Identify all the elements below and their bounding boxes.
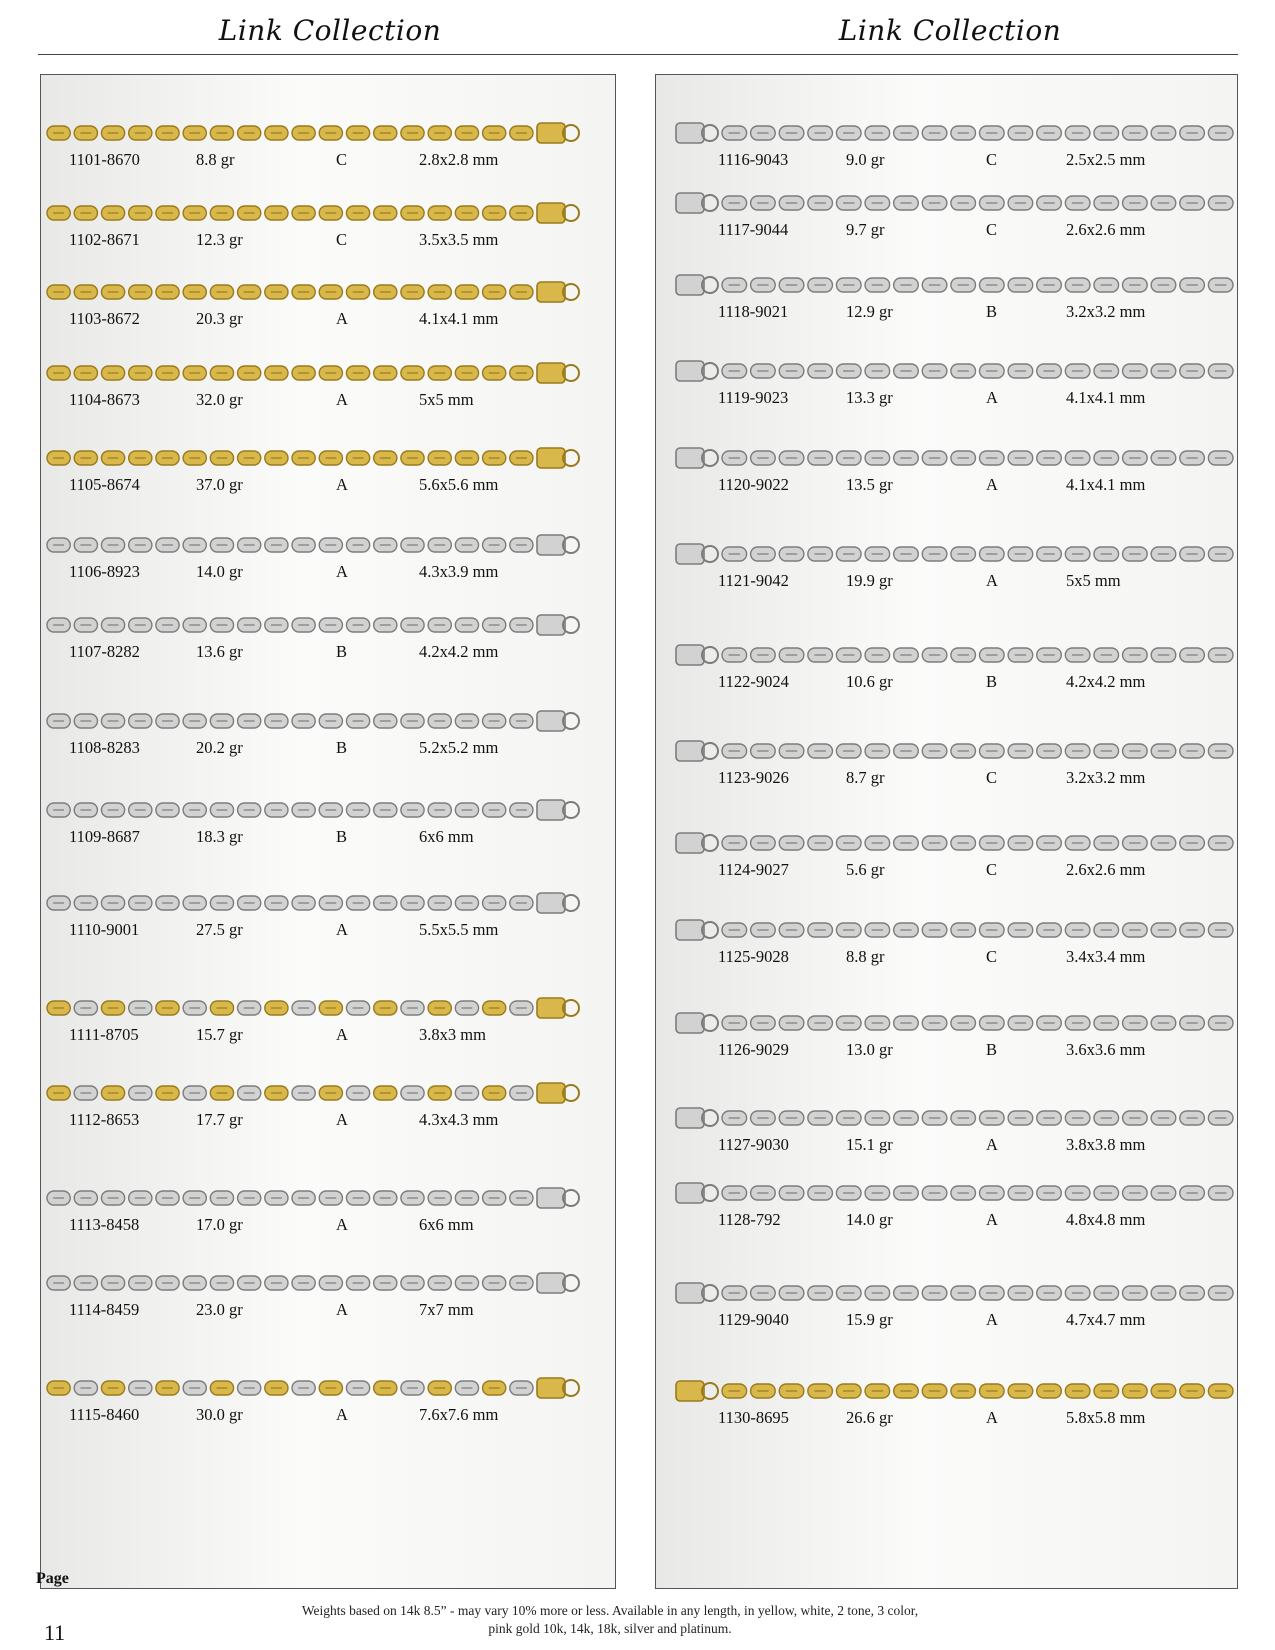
item-details [41,1215,615,1237]
chain-image [41,1375,581,1401]
item-size: 4.1x4.1 mm [1066,475,1146,494]
page-number: 11 [44,1620,66,1645]
item-weight: 13.0 gr [846,1040,893,1059]
chain-item [656,917,1237,987]
clasp [537,1273,565,1293]
item-weight: 13.3 gr [846,388,893,407]
item-size: 3.6x3.6 mm [1066,1040,1146,1059]
chain-item [41,279,615,349]
item-details [656,302,1237,324]
clasp [676,544,704,564]
item-details [41,1405,615,1427]
item-details [656,150,1237,172]
item-grade: A [336,1025,348,1044]
left-page-title: Link Collection [218,14,442,47]
chain-image [41,1080,581,1106]
chain-image [674,358,1238,384]
item-sku: 1130-8695 [718,1408,789,1427]
item-sku: 1114-8459 [69,1300,140,1319]
item-grade: A [336,475,348,494]
chain-image [674,1378,1238,1404]
item-weight: 20.2 gr [196,738,243,757]
chain-item [656,1180,1237,1250]
chain-drawing [41,445,581,471]
chain-drawing [674,190,1238,216]
chain-item [41,797,615,867]
chain-drawing [674,1105,1238,1131]
item-size: 4.1x4.1 mm [1066,388,1146,407]
item-details [41,827,615,849]
chain-item [41,120,615,190]
header-divider [38,54,1238,55]
item-grade: A [336,1215,348,1234]
item-weight: 15.9 gr [846,1310,893,1329]
item-details [41,230,615,252]
item-grade: A [336,309,348,328]
item-size: 3.8x3 mm [419,1025,486,1044]
chain-drawing [41,1270,581,1296]
clasp [537,711,565,731]
chain-image [41,532,581,558]
item-weight: 8.8 gr [196,150,235,169]
item-grade: B [336,642,348,661]
item-details [656,1210,1237,1232]
chain-item [656,642,1237,712]
item-grade: A [336,1300,348,1319]
item-details [41,150,615,172]
chain-drawing [674,830,1238,856]
item-weight: 14.0 gr [846,1210,893,1229]
item-sku: 1106-8923 [69,562,140,581]
clasp [537,1188,565,1208]
footer-note-line-2: pink gold 10k, 14k, 18k, silver and platinum. [488,1621,732,1636]
item-size: 4.2x4.2 mm [419,642,499,661]
item-sku: 1129-9040 [718,1310,789,1329]
right-page-title: Link Collection [838,14,1062,47]
chain-item [41,612,615,682]
item-sku: 1118-9021 [718,302,789,321]
chain-drawing [41,360,581,386]
chain-drawing [41,612,581,638]
item-sku: 1101-8670 [69,150,140,169]
chain-image [41,360,581,386]
item-grade: A [336,562,348,581]
chain-image [41,1185,581,1211]
clasp [537,203,565,223]
item-weight: 9.7 gr [846,220,885,239]
item-details [656,1040,1237,1062]
clasp [537,615,565,635]
item-grade: A [986,1408,998,1427]
item-size: 4.2x4.2 mm [1066,672,1146,691]
item-sku: 1124-9027 [718,860,789,879]
chain-image [41,1270,581,1296]
item-sku: 1122-9024 [718,672,789,691]
item-sku: 1120-9022 [718,475,789,494]
item-size: 2.8x2.8 mm [419,150,499,169]
chain-drawing [674,1010,1238,1036]
chain-item [656,1378,1237,1448]
chain-drawing [41,532,581,558]
item-grade: A [336,920,348,939]
item-details [41,1025,615,1047]
item-sku: 1111-8705 [69,1025,139,1044]
item-grade: C [336,230,348,249]
chain-image [674,1010,1238,1036]
footer-note [200,1602,1020,1638]
item-weight: 20.3 gr [196,309,243,328]
item-grade: C [986,860,998,879]
chain-image [674,272,1238,298]
item-details [41,1110,615,1132]
item-weight: 12.9 gr [846,302,893,321]
chain-image [674,541,1238,567]
clasp [537,363,565,383]
item-sku: 1107-8282 [69,642,140,661]
item-details [656,860,1237,882]
item-weight: 10.6 gr [846,672,893,691]
item-size: 3.8x3.8 mm [1066,1135,1146,1154]
chain-item [656,445,1237,515]
chain-drawing [41,890,581,916]
item-size: 3.5x3.5 mm [419,230,499,249]
chain-item [656,541,1237,611]
chain-image [41,797,581,823]
item-sku: 1123-9026 [718,768,789,787]
item-size: 4.8x4.8 mm [1066,1210,1146,1229]
item-size: 2.6x2.6 mm [1066,860,1146,879]
item-size: 3.4x3.4 mm [1066,947,1146,966]
item-grade: B [986,672,998,691]
chain-item [41,532,615,602]
chain-image [674,1180,1238,1206]
chain-drawing [674,120,1238,146]
chain-image [674,1280,1238,1306]
item-weight: 19.9 gr [846,571,893,590]
footer-note-line-1: Weights based on 14k 8.5” - may vary 10% more or less. Available in any length, in yellow, white, 2 tone, 3 color, [301,1603,919,1618]
item-sku: 1102-8671 [69,230,140,249]
chain-item [656,1280,1237,1350]
item-details [41,1300,615,1322]
item-weight: 27.5 gr [196,920,243,939]
item-sku: 1115-8460 [69,1405,140,1424]
item-size: 3.2x3.2 mm [1066,302,1146,321]
item-grade: A [986,1310,998,1329]
chain-image [674,738,1238,764]
clasp [537,282,565,302]
item-weight: 26.6 gr [846,1408,893,1427]
item-size: 5x5 mm [1066,571,1121,590]
clasp [537,535,565,555]
item-sku: 1108-8283 [69,738,140,757]
item-sku: 1116-9043 [718,150,789,169]
item-weight: 15.7 gr [196,1025,243,1044]
chain-drawing [674,917,1238,943]
item-grade: A [986,1135,998,1154]
item-weight: 15.1 gr [846,1135,893,1154]
chain-drawing [41,1185,581,1211]
clasp [537,998,565,1018]
chain-item [41,708,615,778]
chain-drawing [674,541,1238,567]
chain-item [41,1080,615,1150]
clasp [676,1013,704,1033]
item-grade: C [986,768,998,787]
chain-item [656,1105,1237,1175]
clasp [676,123,704,143]
item-details [41,642,615,664]
item-grade: C [986,220,998,239]
clasp [537,800,565,820]
chain-image [41,279,581,305]
item-grade: A [336,390,348,409]
item-sku: 1121-9042 [718,571,789,590]
item-size: 7.6x7.6 mm [419,1405,499,1424]
chain-item [656,1010,1237,1080]
item-grade: A [336,1405,348,1424]
chain-item [656,358,1237,428]
item-weight: 17.0 gr [196,1215,243,1234]
chain-drawing [674,738,1238,764]
clasp [676,741,704,761]
item-details [41,390,615,412]
item-details [41,562,615,584]
item-weight: 37.0 gr [196,475,243,494]
item-sku: 1119-9023 [718,388,789,407]
item-weight: 8.8 gr [846,947,885,966]
item-sku: 1104-8673 [69,390,140,409]
item-details [41,309,615,331]
item-details [656,1408,1237,1430]
item-details [656,388,1237,410]
chain-item [656,738,1237,808]
page-label: Page [36,1570,69,1587]
item-size: 7x7 mm [419,1300,474,1319]
chain-image [674,642,1238,668]
item-grade: A [986,388,998,407]
chain-item [41,1270,615,1340]
item-size: 5x5 mm [419,390,474,409]
clasp [676,1108,704,1128]
item-grade: C [336,150,348,169]
item-details [656,672,1237,694]
item-weight: 8.7 gr [846,768,885,787]
item-sku: 1103-8672 [69,309,140,328]
clasp [676,833,704,853]
item-size: 5.2x5.2 mm [419,738,499,757]
chain-drawing [41,200,581,226]
chain-drawing [674,1378,1238,1404]
item-weight: 18.3 gr [196,827,243,846]
item-sku: 1113-8458 [69,1215,140,1234]
chain-item [656,120,1237,190]
item-weight: 17.7 gr [196,1110,243,1129]
item-weight: 13.5 gr [846,475,893,494]
chain-drawing [674,1280,1238,1306]
item-grade: B [986,302,998,321]
item-size: 5.5x5.5 mm [419,920,499,939]
item-size: 5.8x5.8 mm [1066,1408,1146,1427]
chain-item [41,890,615,960]
chain-item [41,1375,615,1445]
clasp [676,1183,704,1203]
item-sku: 1112-8653 [69,1110,140,1129]
chain-image [41,445,581,471]
chain-drawing [41,708,581,734]
item-sku: 1105-8674 [69,475,140,494]
chain-drawing [41,995,581,1021]
item-sku: 1127-9030 [718,1135,789,1154]
item-details [41,920,615,942]
item-size: 4.7x4.7 mm [1066,1310,1146,1329]
item-weight: 23.0 gr [196,1300,243,1319]
item-sku: 1126-9029 [718,1040,789,1059]
item-sku: 1125-9028 [718,947,789,966]
item-size: 4.3x3.9 mm [419,562,499,581]
item-size: 2.6x2.6 mm [1066,220,1146,239]
chain-drawing [41,797,581,823]
clasp [537,448,565,468]
item-details [656,947,1237,969]
item-sku: 1128-792 [718,1210,781,1229]
item-size: 5.6x5.6 mm [419,475,499,494]
item-sku: 1117-9044 [718,220,789,239]
item-sku: 1109-8687 [69,827,140,846]
chain-image [41,708,581,734]
chain-drawing [41,1375,581,1401]
item-grade: C [986,947,998,966]
item-grade: B [336,738,348,757]
right-catalog-panel [655,74,1238,1589]
chain-item [656,830,1237,900]
clasp [537,123,565,143]
left-catalog-panel [40,74,616,1589]
chain-image [41,200,581,226]
item-weight: 14.0 gr [196,562,243,581]
item-details [656,220,1237,242]
chain-image [674,445,1238,471]
item-grade: A [986,1210,998,1229]
chain-image [41,120,581,146]
chain-image [674,830,1238,856]
clasp [676,1381,704,1401]
item-weight: 13.6 gr [196,642,243,661]
item-details [41,475,615,497]
item-details [41,738,615,760]
item-size: 3.2x3.2 mm [1066,768,1146,787]
item-grade: A [986,571,998,590]
item-size: 6x6 mm [419,827,474,846]
clasp [676,448,704,468]
chain-drawing [41,279,581,305]
item-details [656,475,1237,497]
item-sku: 1110-9001 [69,920,140,939]
chain-item [656,272,1237,342]
clasp [537,893,565,913]
item-size: 2.5x2.5 mm [1066,150,1146,169]
chain-drawing [41,120,581,146]
chain-item [41,200,615,270]
chain-image [674,120,1238,146]
clasp [676,1283,704,1303]
item-grade: A [986,475,998,494]
item-details [656,768,1237,790]
item-size: 6x6 mm [419,1215,474,1234]
clasp [537,1083,565,1103]
item-weight: 12.3 gr [196,230,243,249]
chain-image [674,190,1238,216]
item-details [656,1135,1237,1157]
chain-item [41,1185,615,1255]
clasp [676,361,704,381]
chain-item [41,360,615,430]
item-weight: 5.6 gr [846,860,885,879]
chain-drawing [674,642,1238,668]
clasp [537,1378,565,1398]
chain-drawing [674,445,1238,471]
item-details [656,571,1237,593]
chain-image [674,1105,1238,1131]
item-size: 4.3x4.3 mm [419,1110,499,1129]
chain-drawing [41,1080,581,1106]
chain-image [41,890,581,916]
item-grade: B [986,1040,998,1059]
clasp [676,920,704,940]
chain-item [41,445,615,515]
item-details [656,1310,1237,1332]
clasp [676,193,704,213]
item-grade: A [336,1110,348,1129]
chain-drawing [674,272,1238,298]
clasp [676,645,704,665]
chain-drawing [674,1180,1238,1206]
chain-image [41,995,581,1021]
chain-drawing [674,358,1238,384]
chain-image [41,612,581,638]
item-grade: B [336,827,348,846]
item-grade: C [986,150,998,169]
chain-image [674,917,1238,943]
chain-item [41,995,615,1065]
item-weight: 32.0 gr [196,390,243,409]
item-weight: 30.0 gr [196,1405,243,1424]
item-size: 4.1x4.1 mm [419,309,499,328]
chain-item [656,190,1237,260]
item-weight: 9.0 gr [846,150,885,169]
clasp [676,275,704,295]
